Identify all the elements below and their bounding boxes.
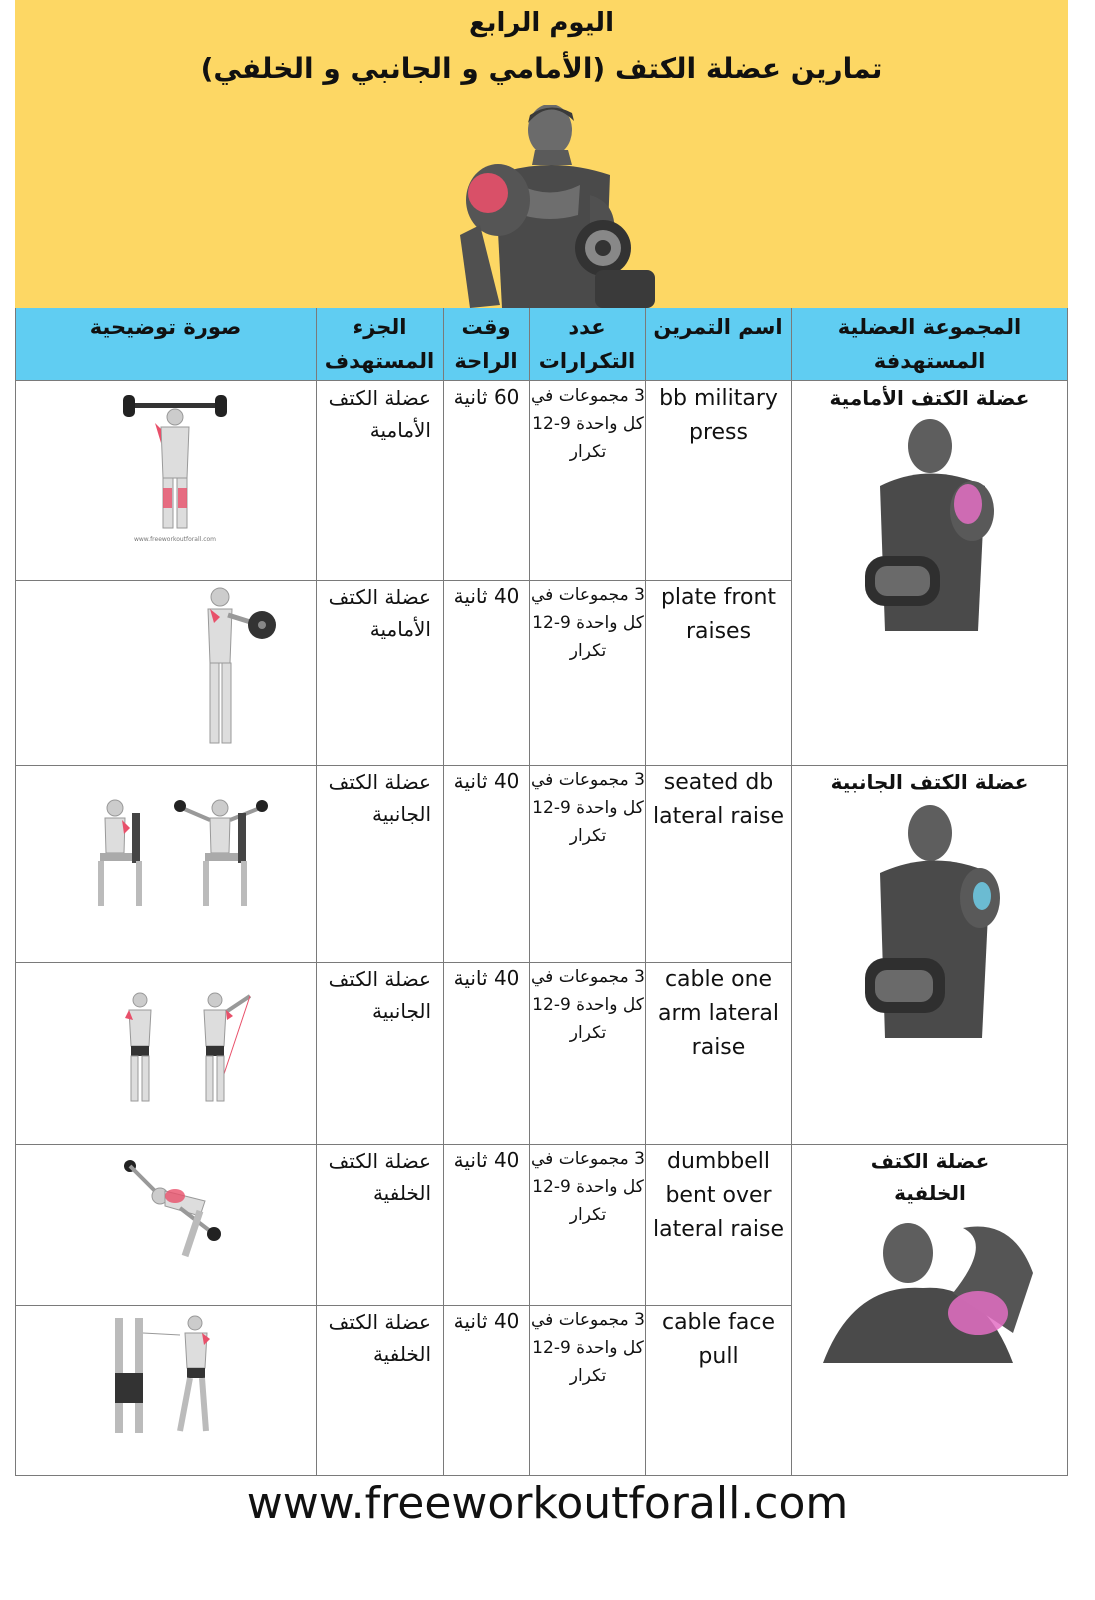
illustration-military-press [115,393,235,543]
rest-1: 60 ثانية [453,385,520,409]
group-label-front: عضلة الكتف الأمامية [829,386,1030,410]
target-part-2: عضلة الكتف الأمامية [328,585,431,641]
col-header-reps: عدد التكرارات [538,315,636,373]
workout-table [15,308,1068,1476]
target-part-5: عضلة الكتف الخلفية [328,1149,431,1205]
exercise-name-5: dumbbell bent over lateral raise [652,1149,785,1242]
illustration-cable-face-pull [110,1313,230,1443]
rest-4: 40 ثانية [453,966,520,990]
illustration-seated-lateral-raise [70,788,285,918]
exercise-name-1: bb military press [659,386,778,445]
sets-2: 3 مجموعات في كل واحدة 9-12 تكرار [531,585,645,661]
illustration-cable-lateral-raise [105,986,265,1106]
illustration-bent-over-lateral-raise [110,1156,230,1266]
target-part-6: عضلة الكتف الخلفية [328,1310,431,1366]
col-header-illustration: صورة توضيحية [89,315,242,339]
footer-website-url[interactable]: www.freeworkoutforall.com [246,1478,849,1529]
rest-3: 40 ثانية [453,769,520,793]
illustration-watermark: www.freeworkoutforall.com [133,536,217,543]
exercise-name-4: cable one arm lateral raise [658,967,779,1060]
day-title: اليوم الرابع [469,8,614,38]
col-header-target-part: الجزء المستهدف [324,315,435,373]
col-header-rest: وقت الراحة [454,315,518,373]
rest-2: 40 ثانية [453,584,520,608]
col-header-target-group: المجموعة العضلية المستهدفة [837,315,1022,373]
group-label-side: عضلة الكتف الجانبية [830,770,1029,794]
illustration-plate-front-raise [180,583,280,753]
target-part-1: عضلة الكتف الأمامية [328,386,431,442]
target-part-4: عضلة الكتف الجانبية [328,967,431,1023]
rear-delt-model-image [813,1213,1053,1363]
exercise-name-6: cable face pull [661,1310,776,1369]
sets-5: 3 مجموعات في كل واحدة 9-12 تكرار [531,1149,645,1225]
exercise-name-2: plate front raises [660,585,777,644]
sets-6: 3 مجموعات في كل واحدة 9-12 تكرار [531,1310,645,1386]
page-header [15,0,1068,308]
target-part-3: عضلة الكتف الجانبية [328,770,431,826]
rest-6: 40 ثانية [453,1309,520,1333]
exercise-name-3: seated db lateral raise [652,770,785,829]
col-header-exercise: اسم التمرين [653,315,783,339]
sets-3: 3 مجموعات في كل واحدة 9-12 تكرار [531,770,645,846]
rest-5: 40 ثانية [453,1148,520,1172]
front-delt-model-image [860,416,1000,631]
hero-bodybuilder-image [440,105,670,308]
table-header-row [15,308,1068,381]
group-label-rear: عضلة الكتف الخلفية [870,1149,990,1205]
workout-subtitle: تمارين عضلة الكتف (الأمامي و الجانبي و الخلفي) [200,52,883,85]
sets-4: 3 مجموعات في كل واحدة 9-12 تكرار [531,967,645,1043]
side-delt-model-image [860,798,1010,1038]
sets-1: 3 مجموعات في كل واحدة 9-12 تكرار [531,386,645,462]
